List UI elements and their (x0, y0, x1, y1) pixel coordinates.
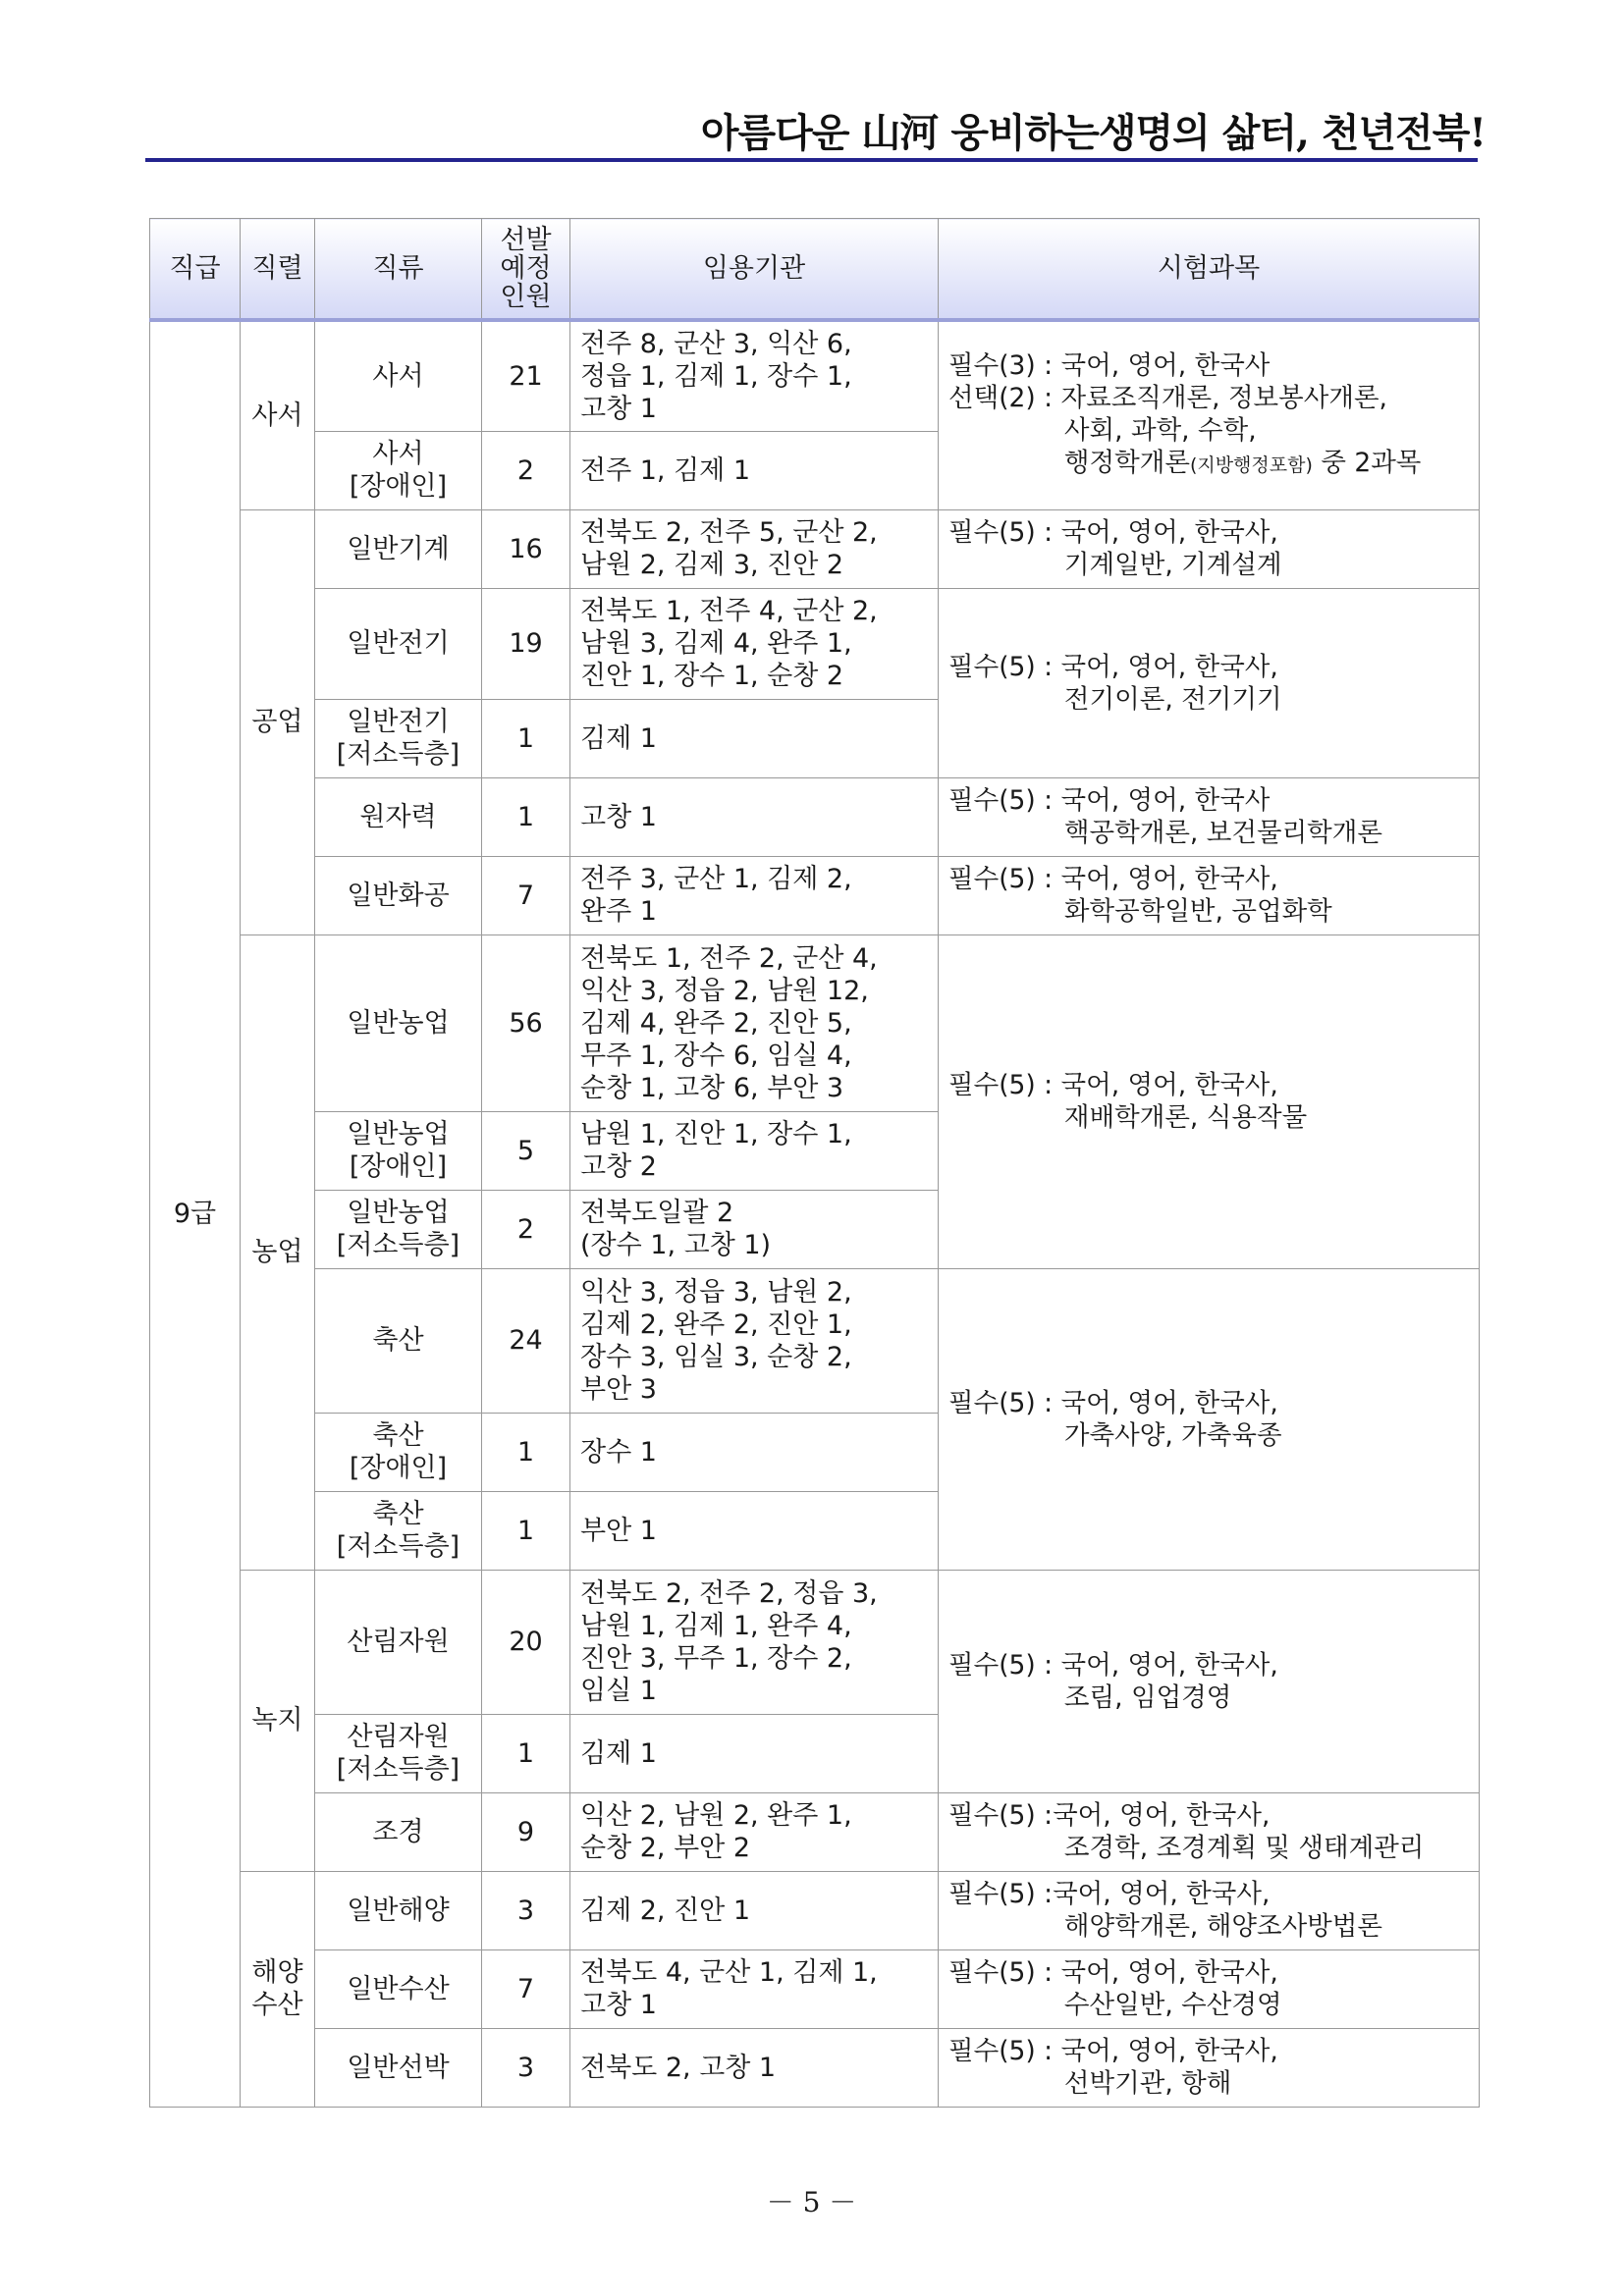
agency-cell: 남원 1, 진안 1, 장수 1, 고창 2 (570, 1111, 939, 1190)
type-cell: 일반농업 (315, 934, 482, 1111)
subjects-cell: 필수(5) : 국어, 영어, 한국사, 재배학개론, 식용작물 (939, 934, 1480, 1268)
table-row (150, 509, 1480, 588)
agency-cell: 김제 1 (570, 1714, 939, 1792)
type-cell: 일반기계 (315, 509, 482, 588)
header-grade: 직급 (150, 219, 241, 321)
header-count: 선발 예정 인원 (482, 219, 570, 321)
agency-cell: 전북도 1, 전주 2, 군산 4, 익산 3, 정읍 2, 남원 12, 김제 4, 완주 2, 진안 5, 무주 1, 장수 6, 임실 4, 순창 1, 고창 6, 부안 3 (570, 934, 939, 1111)
table-row (150, 2028, 1480, 2107)
count-cell: 1 (482, 1491, 570, 1570)
type-cell: 산림자원 [저소득층] (315, 1714, 482, 1792)
count-cell: 56 (482, 934, 570, 1111)
header-type: 직류 (315, 219, 482, 321)
series-librarian: 사서 (241, 320, 315, 509)
agency-cell: 고창 1 (570, 777, 939, 856)
count-cell: 1 (482, 699, 570, 777)
series-agriculture: 농업 (241, 934, 315, 1570)
agency-cell: 전북도 2, 전주 5, 군산 2, 남원 2, 김제 3, 진안 2 (570, 509, 939, 588)
subjects-cell: 필수(5) : 국어, 영어, 한국사, 수산일반, 수산경영 (939, 1949, 1480, 2028)
subjects-cell: 필수(5) : 국어, 영어, 한국사 핵공학개론, 보건물리학개론 (939, 777, 1480, 856)
header-slogan: 아름다운 山河 웅비하는생명의 삶터, 천년전북! (700, 110, 1486, 156)
agency-cell: 전주 1, 김제 1 (570, 431, 939, 509)
count-cell: 3 (482, 1871, 570, 1949)
count-cell: 1 (482, 1413, 570, 1491)
agency-cell: 장수 1 (570, 1413, 939, 1491)
type-cell: 원자력 (315, 777, 482, 856)
type-cell: 사서 [장애인] (315, 431, 482, 509)
table-row (150, 588, 1480, 699)
subjects-librarian-main: 필수(3) : 국어, 영어, 한국사 선택(2) : 자료조직개론, 정보봉사개론, 사회, 과학, 수학, 행정학개론 (948, 349, 1387, 478)
count-cell: 9 (482, 1792, 570, 1871)
type-cell: 일반전기 [저소득층] (315, 699, 482, 777)
count-cell: 3 (482, 2028, 570, 2107)
count-cell: 2 (482, 431, 570, 509)
count-cell: 16 (482, 509, 570, 588)
type-cell: 축산 [장애인] (315, 1413, 482, 1491)
agency-cell: 전북도 1, 전주 4, 군산 2, 남원 3, 김제 4, 완주 1, 진안 1, 장수 1, 순창 2 (570, 588, 939, 699)
table-row (150, 320, 1480, 431)
agency-cell: 김제 2, 진안 1 (570, 1871, 939, 1949)
subjects-cell: 필수(5) :국어, 영어, 한국사, 조경학, 조경계획 및 생태계관리 (939, 1792, 1480, 1871)
table-row (150, 1871, 1480, 1949)
series-industry: 공업 (241, 509, 315, 934)
count-cell: 1 (482, 1714, 570, 1792)
type-cell: 일반전기 (315, 588, 482, 699)
type-cell: 일반수산 (315, 1949, 482, 2028)
subjects-librarian (939, 320, 1480, 509)
agency-cell: 전북도일괄 2 (장수 1, 고창 1) (570, 1190, 939, 1268)
count-cell: 7 (482, 1949, 570, 2028)
table-row (150, 934, 1480, 1111)
agency-cell: 전북도 2, 전주 2, 정읍 3, 남원 1, 김제 1, 완주 4, 진안 3, 무주 1, 장수 2, 임실 1 (570, 1570, 939, 1714)
type-cell: 축산 [저소득층] (315, 1491, 482, 1570)
table-row (150, 777, 1480, 856)
type-cell: 일반해양 (315, 1871, 482, 1949)
series-green: 녹지 (241, 1570, 315, 1871)
agency-cell: 전북도 4, 군산 1, 김제 1, 고창 1 (570, 1949, 939, 2028)
agency-cell: 전주 3, 군산 1, 김제 2, 완주 1 (570, 856, 939, 934)
agency-cell: 익산 2, 남원 2, 완주 1, 순창 2, 부안 2 (570, 1792, 939, 1871)
type-cell: 사서 (315, 320, 482, 431)
subjects-cell: 필수(5) : 국어, 영어, 한국사, 전기이론, 전기기기 (939, 588, 1480, 777)
type-cell: 조경 (315, 1792, 482, 1871)
header-series: 직렬 (241, 219, 315, 321)
type-cell: 산림자원 (315, 1570, 482, 1714)
count-cell: 7 (482, 856, 570, 934)
header-rule (145, 158, 1478, 162)
count-cell: 20 (482, 1570, 570, 1714)
table-row (150, 1792, 1480, 1871)
subjects-cell: 필수(5) : 국어, 영어, 한국사, 기계일반, 기계설계 (939, 509, 1480, 588)
type-cell: 일반화공 (315, 856, 482, 934)
subjects-librarian-note: (지방행정포함) (1189, 454, 1313, 476)
count-cell: 2 (482, 1190, 570, 1268)
type-cell: 축산 (315, 1268, 482, 1413)
agency-cell: 익산 3, 정읍 3, 남원 2, 김제 2, 완주 2, 진안 1, 장수 3, 임실 3, 순창 2, 부안 3 (570, 1268, 939, 1413)
subjects-cell: 필수(5) : 국어, 영어, 한국사, 가축사양, 가축육종 (939, 1268, 1480, 1570)
type-cell: 일반농업 [저소득층] (315, 1190, 482, 1268)
header-agencies: 임용기관 (570, 219, 939, 321)
type-cell: 일반농업 [장애인] (315, 1111, 482, 1190)
subjects-librarian-tail: 중 2과목 (1312, 447, 1422, 478)
agency-cell: 부안 1 (570, 1491, 939, 1570)
subjects-cell: 필수(5) : 국어, 영어, 한국사, 선박기관, 항해 (939, 2028, 1480, 2107)
subjects-cell: 필수(5) :국어, 영어, 한국사, 해양학개론, 해양조사방법론 (939, 1871, 1480, 1949)
table-row (150, 856, 1480, 934)
header-subjects: 시험과목 (939, 219, 1480, 321)
page-number: － 5 － (766, 2186, 857, 2218)
table-row (150, 1268, 1480, 1413)
type-cell: 일반선박 (315, 2028, 482, 2107)
table-row (150, 1570, 1480, 1714)
subjects-cell: 필수(5) : 국어, 영어, 한국사, 화학공학일반, 공업화학 (939, 856, 1480, 934)
count-cell: 21 (482, 320, 570, 431)
subjects-cell: 필수(5) : 국어, 영어, 한국사, 조림, 임업경영 (939, 1570, 1480, 1792)
agency-cell: 전주 8, 군산 3, 익산 6, 정읍 1, 김제 1, 장수 1, 고창 1 (570, 320, 939, 431)
count-cell: 5 (482, 1111, 570, 1190)
grade-cell: 9급 (150, 320, 241, 2107)
count-cell: 24 (482, 1268, 570, 1413)
table-row (150, 1949, 1480, 2028)
table-header-row (150, 219, 1480, 321)
series-marine: 해양 수산 (241, 1871, 315, 2107)
agency-cell: 전북도 2, 고창 1 (570, 2028, 939, 2107)
agency-cell: 김제 1 (570, 699, 939, 777)
count-cell: 1 (482, 777, 570, 856)
recruitment-table (149, 218, 1480, 2108)
count-cell: 19 (482, 588, 570, 699)
